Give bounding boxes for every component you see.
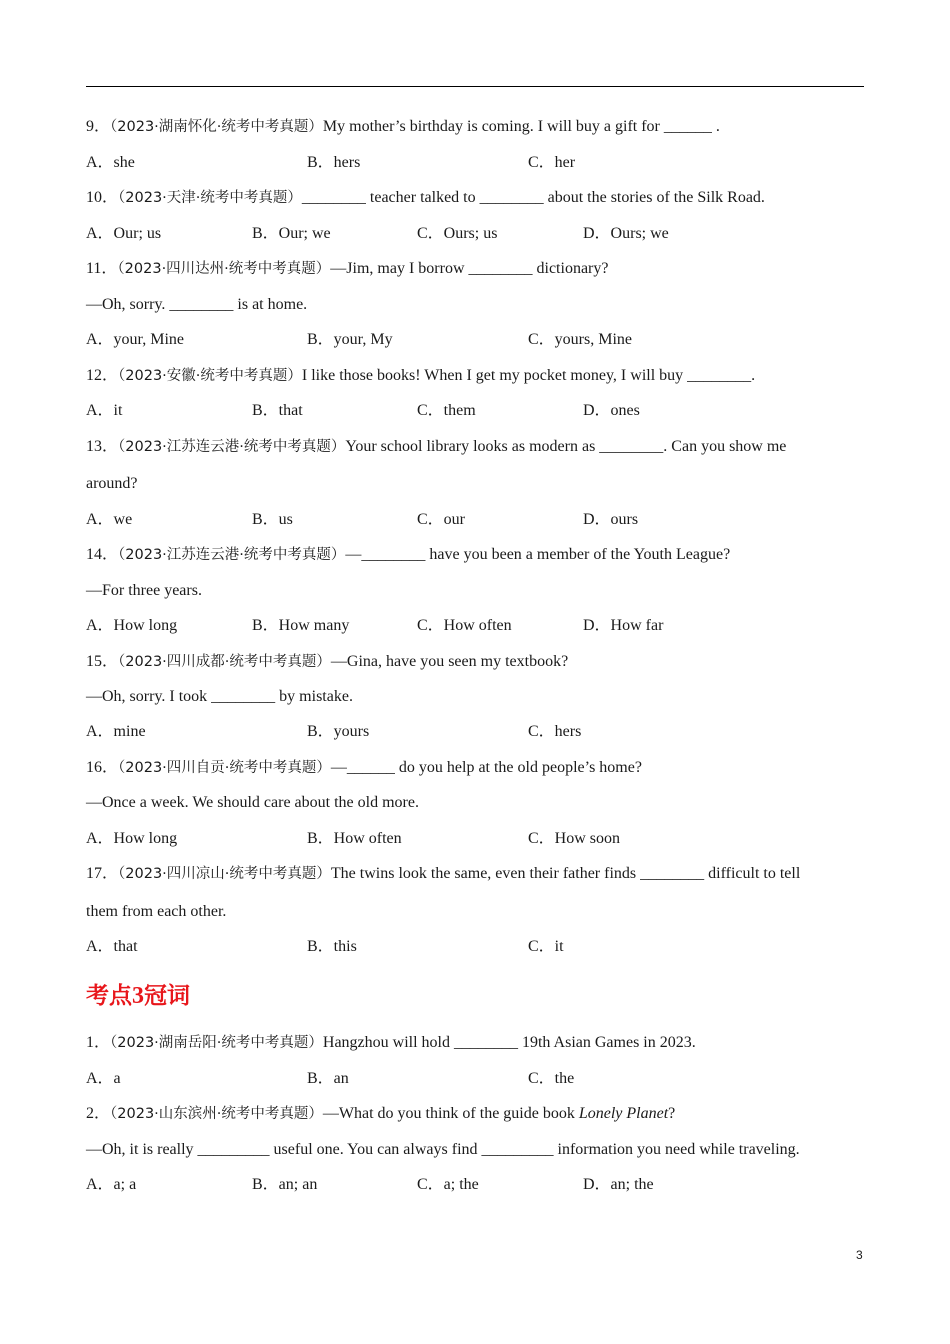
option-c[interactable]: C．How soon	[528, 830, 621, 847]
article-question-2: 2．（2023·山东滨州·统考中考真题）—What do you think of the guide book Lonely Planet?	[86, 1105, 676, 1122]
question-source: （2023·四川成都·统考中考真题）	[118, 654, 331, 670]
question-number: 2．	[86, 1105, 111, 1122]
option-b[interactable]: B．How many	[252, 617, 350, 634]
question-text: —Gina, have you seen my textbook?	[330, 653, 569, 670]
question-text: —______ do you help at the old people’s home?	[330, 759, 642, 776]
question-source: （2023·江苏连云港·统考中考真题）	[118, 439, 346, 455]
question-source: （2023·江苏连云港·统考中考真题）	[118, 547, 346, 563]
question-17	[86, 864, 800, 884]
option-a[interactable]: A．it	[86, 402, 123, 419]
question-text: ________ teacher talked to ________ about the stories of the Silk Road.	[301, 189, 765, 206]
question-text: I like those books! When I get my pocket money, I will buy ________.	[301, 367, 756, 384]
question-9	[86, 117, 720, 137]
question-text: —Jim, may I borrow ________ dictionary?	[330, 260, 609, 277]
option-c[interactable]: C．hers	[528, 723, 582, 740]
question-number: 11．	[86, 260, 118, 277]
question-number: 9．	[86, 118, 111, 135]
question-source: （2023·安徽·统考中考真题）	[118, 368, 302, 384]
question-source: （2023·四川凉山·统考中考真题）	[118, 866, 331, 882]
option-a[interactable]: A．your, Mine	[86, 331, 185, 348]
option-d[interactable]: D．an; the	[583, 1176, 654, 1193]
article-question-1	[86, 1033, 696, 1053]
option-c[interactable]: C．her	[528, 154, 576, 171]
question-source: （2023·四川达州·统考中考真题）	[117, 261, 331, 277]
question-text: Hangzhou will hold ________ 19th Asian Games in 2023.	[322, 1034, 696, 1051]
page-number: 3	[856, 1248, 863, 1262]
option-c[interactable]: C．our	[417, 511, 466, 528]
option-b[interactable]: B．us	[252, 511, 293, 528]
question-text-line-2: —Once a week. We should care about the old more.	[86, 794, 419, 811]
option-b[interactable]: B．that	[252, 402, 303, 419]
option-c[interactable]: C．them	[417, 402, 476, 419]
header-rule	[86, 86, 864, 87]
question-text-line-2: them from each other.	[86, 903, 227, 920]
question-15	[86, 652, 568, 672]
option-a[interactable]: A．that	[86, 938, 138, 955]
option-c[interactable]: C．yours, Mine	[528, 331, 633, 348]
question-number: 16．	[86, 759, 119, 776]
question-text: —What do you think of the guide book	[322, 1105, 579, 1122]
question-source: （2023·湖南岳阳·统考中考真题）	[110, 1035, 323, 1051]
question-text: The twins look the same, even their father finds ________ difficult to tell	[330, 865, 801, 882]
option-a[interactable]: A．a	[86, 1070, 121, 1087]
question-number: 1．	[86, 1034, 111, 1051]
option-d[interactable]: D．ours	[583, 511, 639, 528]
question-10	[86, 188, 765, 208]
option-a[interactable]: A．Our; us	[86, 225, 162, 242]
option-c[interactable]: C．a; the	[417, 1176, 479, 1193]
section-heading: 考点3冠词	[86, 983, 190, 1009]
question-number: 13．	[86, 438, 119, 455]
question-text-line-2: —Oh, it is really _________ useful one. You can always find _________ information you need while traveling.	[86, 1141, 800, 1158]
question-number: 14．	[86, 546, 119, 563]
option-d[interactable]: D．How far	[583, 617, 664, 634]
question-16	[86, 758, 642, 778]
option-d[interactable]: D．ones	[583, 402, 640, 419]
option-a[interactable]: A．How long	[86, 830, 178, 847]
option-b[interactable]: B．an; an	[252, 1176, 318, 1193]
question-text: Your school library looks as modern as ________. Can you show me	[345, 438, 787, 455]
option-b[interactable]: B．hers	[307, 154, 361, 171]
option-b[interactable]: B．yours	[307, 723, 370, 740]
question-number: 10．	[86, 189, 119, 206]
book-title: Lonely Planet	[578, 1105, 669, 1122]
option-a[interactable]: A．she	[86, 154, 135, 171]
question-14	[86, 545, 730, 565]
question-number: 17．	[86, 865, 119, 882]
option-b[interactable]: B．this	[307, 938, 357, 955]
option-d[interactable]: D．Ours; we	[583, 225, 669, 242]
question-12	[86, 366, 755, 386]
question-text: My mother’s birthday is coming. I will buy a gift for ______ .	[322, 118, 720, 135]
question-source: （2023·山东滨州·统考中考真题）	[110, 1106, 323, 1122]
question-source: （2023·湖南怀化·统考中考真题）	[110, 119, 323, 135]
option-b[interactable]: B．How often	[307, 830, 402, 847]
option-a[interactable]: A．mine	[86, 723, 146, 740]
question-text-line-2: —Oh, sorry. I took ________ by mistake.	[86, 688, 353, 705]
option-a[interactable]: A．How long	[86, 617, 178, 634]
option-c[interactable]: C．Ours; us	[417, 225, 498, 242]
question-text-line-2: —Oh, sorry. ________ is at home.	[86, 296, 308, 313]
question-number: 15．	[86, 653, 119, 670]
question-text: —________ have you been a member of the Youth League?	[345, 546, 731, 563]
option-a[interactable]: A．we	[86, 511, 133, 528]
question-source: （2023·四川自贡·统考中考真题）	[118, 760, 331, 776]
option-b[interactable]: B．Our; we	[252, 225, 331, 242]
question-13	[86, 437, 786, 457]
question-source: （2023·天津·统考中考真题）	[118, 190, 302, 206]
option-b[interactable]: B．an	[307, 1070, 349, 1087]
question-text-line-2: around?	[86, 475, 138, 492]
option-b[interactable]: B．your, My	[307, 331, 393, 348]
option-c[interactable]: C．How often	[417, 617, 512, 634]
option-a[interactable]: A．a; a	[86, 1176, 137, 1193]
question-11	[86, 259, 608, 279]
option-c[interactable]: C．it	[528, 938, 564, 955]
question-text-line-2: —For three years.	[86, 582, 202, 599]
option-c[interactable]: C．the	[528, 1070, 575, 1087]
question-number: 12．	[86, 367, 119, 384]
